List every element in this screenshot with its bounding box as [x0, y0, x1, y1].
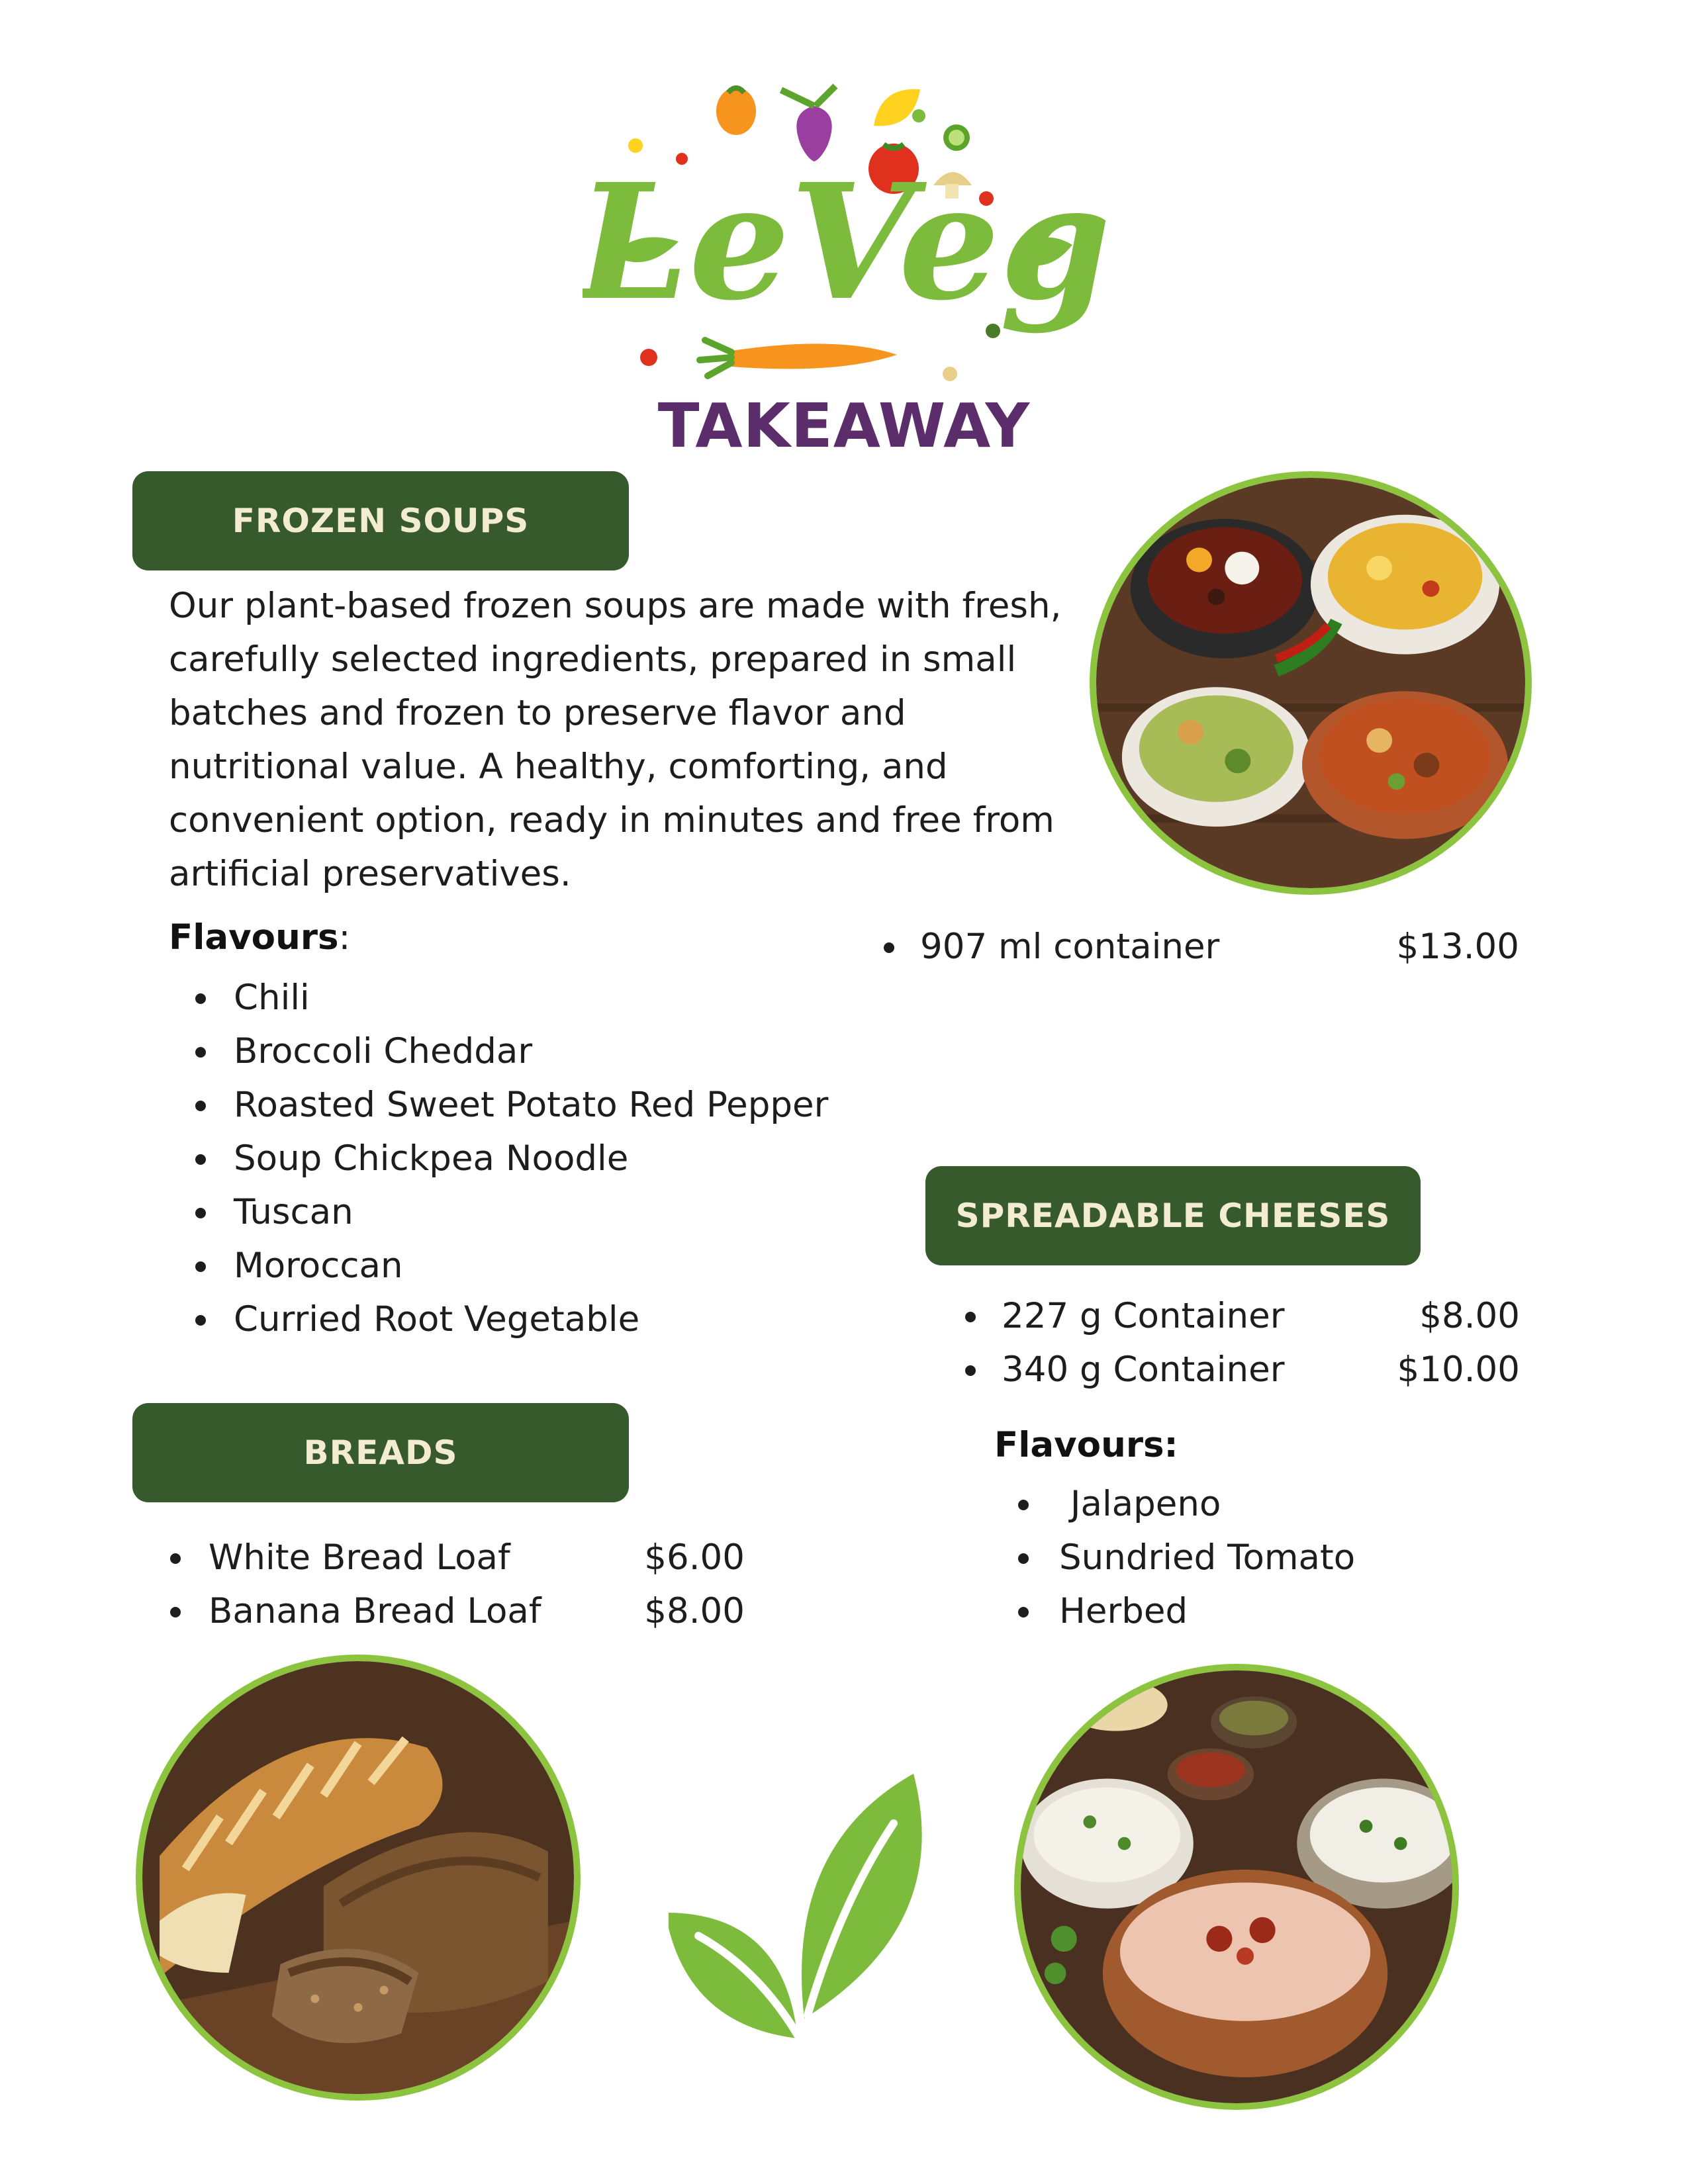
- list-item: [1018, 1584, 1415, 1638]
- cheese-size-row: [965, 1343, 1520, 1396]
- bread-name: White Bread Loaf: [209, 1537, 510, 1578]
- bullet: [965, 1312, 976, 1322]
- size-price: $13.00: [1396, 927, 1519, 967]
- list-item: Tuscan: [195, 1185, 828, 1239]
- list-item: Chili: [195, 971, 828, 1024]
- flavours-label-colon: :: [338, 917, 351, 958]
- leaf-icon: [669, 1774, 927, 2038]
- bread-photo: [136, 1655, 581, 2101]
- list-item: [1018, 1531, 1415, 1584]
- lime-slice-icon: [943, 124, 970, 151]
- logo-text: LeVeg: [583, 149, 1111, 336]
- bullet: [170, 1553, 181, 1564]
- list-item: Moroccan: [195, 1239, 828, 1293]
- takeaway-title: TAKEAWAY: [657, 390, 1031, 461]
- size-price: $8.00: [1419, 1296, 1520, 1336]
- bread-item-row: [170, 1531, 745, 1584]
- bread-item-row: [170, 1584, 745, 1638]
- size-label: 907 ml container: [920, 927, 1220, 967]
- size-label: 227 g Container: [1002, 1296, 1285, 1336]
- logo-artwork: [583, 79, 1112, 410]
- cheese-size-row: [965, 1289, 1520, 1343]
- bread-name: Banana Bread Loaf: [209, 1591, 541, 1631]
- flavour-label: Herbed: [1059, 1591, 1188, 1631]
- soups-flavours-label: [169, 917, 350, 958]
- description-line: artificial preservatives.: [169, 854, 571, 894]
- size-label: 340 g Container: [1002, 1349, 1285, 1390]
- bullet: [170, 1607, 181, 1617]
- soup-size-row: [884, 920, 1519, 974]
- frozen-soups-description: [169, 579, 1096, 901]
- list-item: Curried Root Vegetable: [195, 1293, 828, 1346]
- description-line: carefully selected ingredients, prepared in small: [169, 639, 1017, 680]
- cheese-flavours-label: Flavours:: [994, 1425, 1178, 1465]
- bullet: [1018, 1500, 1029, 1510]
- flavours-label-text: Flavours: [169, 917, 339, 958]
- bullet: [965, 1365, 976, 1376]
- list-item: Broccoli Cheddar: [195, 1024, 828, 1078]
- brand-logo: [583, 79, 1112, 410]
- description-line: batches and frozen to preserve flavor and: [169, 693, 906, 733]
- frozen-soups-heading: FROZEN SOUPS: [132, 471, 629, 570]
- soups-flavours-list: [195, 971, 828, 1346]
- flavour-label: Sundried Tomato: [1059, 1537, 1356, 1578]
- list-item: Soup Chickpea Noodle: [195, 1132, 828, 1185]
- cheese-photo: [1014, 1664, 1459, 2110]
- description-line: convenient option, ready in minutes and free from: [169, 800, 1055, 841]
- flavour-label: Jalapeno: [1059, 1484, 1221, 1524]
- carrot-icon: [700, 340, 897, 376]
- size-price: $10.00: [1397, 1349, 1520, 1390]
- list-item: Roasted Sweet Potato Red Pepper: [195, 1078, 828, 1132]
- bread-price: $8.00: [644, 1591, 745, 1631]
- bullet: [884, 942, 894, 953]
- bullet: [1018, 1553, 1029, 1564]
- breads-heading: BREADS: [132, 1403, 629, 1502]
- pepper-icon: [716, 87, 756, 135]
- bread-price: $6.00: [644, 1537, 745, 1578]
- description-line: Our plant-based frozen soups are made with fresh,: [169, 586, 1062, 626]
- soups-photo: [1090, 471, 1532, 895]
- lemon-icon: [874, 89, 920, 126]
- spreadable-cheeses-heading: SPREADABLE CHEESES: [925, 1166, 1421, 1265]
- list-item: [1018, 1477, 1415, 1531]
- bullet: [1018, 1607, 1029, 1617]
- description-line: nutritional value. A healthy, comforting, and: [169, 747, 948, 787]
